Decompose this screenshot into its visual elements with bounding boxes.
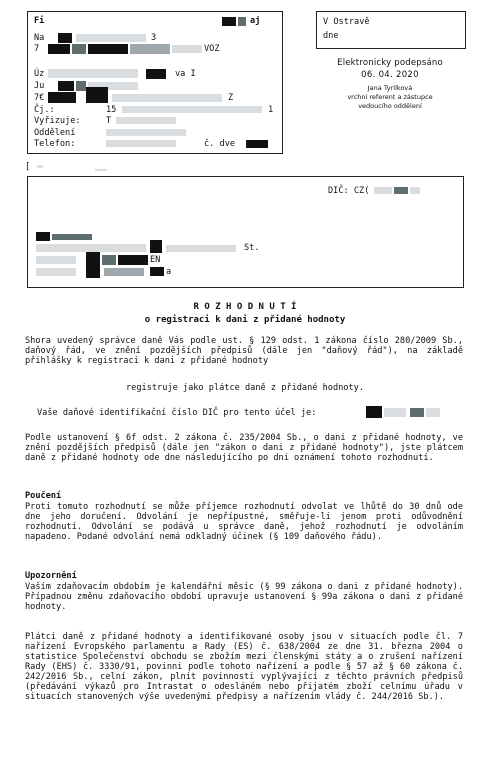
office-line-2: Na (34, 33, 45, 43)
redaction-block (410, 187, 420, 194)
redaction-block (106, 129, 186, 136)
redaction-block (118, 255, 148, 265)
recipient-line-a: a (166, 267, 172, 277)
office-line-4-tail: va I (175, 69, 196, 79)
office-line-2-tail: 3 (151, 33, 157, 43)
place-date-label: dne (323, 31, 339, 41)
redaction-block (410, 408, 424, 417)
decision-title: R O Z H O D N U T Í (193, 302, 297, 312)
redaction-block (76, 34, 146, 42)
redaction-block (88, 44, 128, 54)
redaction-block (366, 406, 382, 418)
paragraph-1-center: registruje jako plátce daně z přidané hodnoty. (126, 383, 364, 393)
redaction-block (52, 234, 92, 240)
redaction-block (95, 169, 107, 171)
recipient-dic-label: DIČ: CZ( (328, 186, 370, 196)
redaction-block (86, 252, 100, 278)
cj-tail: 1 (268, 105, 274, 115)
small-mark: [ (25, 162, 31, 172)
office-line-1: Fi (34, 16, 45, 26)
redaction-block (222, 17, 236, 26)
redaction-block (76, 81, 86, 91)
paragraph-1: Shora uvedený správce daně Vás podle ust. § 129 odst. 1 zákona číslo 280/2009 Sb., daňový řád, ve znění pozdějších předpisů (dále jen "daňový řád"), na základě přihlášky k registraci k dani z přidané hodnoty (25, 336, 463, 366)
redaction-block (150, 240, 162, 253)
redaction-block (166, 245, 236, 252)
office-line-3-tail: VOZ (204, 44, 220, 54)
redaction-block (116, 117, 176, 124)
dic-line: Vaše daňové identifikační číslo DIČ pro tento účel je: (37, 408, 317, 418)
office-line-6-tail: Z (228, 93, 234, 103)
redaction-block (102, 255, 116, 265)
redaction-block (86, 87, 108, 103)
redaction-block (36, 244, 146, 252)
paragraph-2: Podle ustanovení § 6f odst. 2 zákona č. 235/2004 Sb., o dani z přidané hodnoty, ve znění pozdějších předpisů (dále jen "zákon o dani z přidané hodnoty"), jste plátcem daně z přidané hodnoty ode dne následujícího po dni oznámení tohoto rozhodnutí. (25, 433, 463, 463)
redaction-block (36, 256, 76, 264)
cj-value: 15 (106, 105, 117, 115)
vyrizuje-value: T (106, 116, 112, 126)
upozorneni-heading: Upozornění (25, 571, 77, 581)
cj-label: Čj.: (34, 105, 55, 115)
paragraph-last: Plátci daně z přidané hodnoty a identifikované osoby jsou v situacích podle čl. 7 nařízení Evropského parlamentu a Rady (ES) č. 638/2004 ze dne 31. března 2004 o statistice Společenství obchodu se zbožím mezi členskými státy a o zrušení nařízení Rady (EHS) č. 3330/91, povinni podle tohoto nařízení a podle § 57 až § 60 zákona č. 242/2016 Sb., celní zákon, plnit povinnosti vyplývající z těchto právních předpisů (předávání výkazů pro Intrastat o odesláném nebo přijatém zboží celnímu úřadu v situacích stanovených výše uvedenými předpisy a nařízením vlády č. 244/2016 Sb.). (25, 632, 463, 702)
pouceni-heading: Poučení (25, 491, 62, 501)
vyrizuje-label: Vyřizuje: (34, 116, 81, 126)
office-line-1-tail: aj (250, 16, 261, 26)
redaction-block (246, 140, 268, 148)
redaction-block (150, 267, 164, 276)
office-line-4: Úz (34, 69, 45, 79)
signature-name: Jana Tyrlíková (367, 84, 413, 92)
redaction-block (384, 408, 406, 417)
redaction-block (48, 92, 76, 103)
redaction-block (36, 232, 50, 241)
office-line-5: Ju (34, 81, 45, 91)
signature-date: 06. 04. 2020 (361, 70, 419, 80)
signature-role-1: vrchní referent a zástupce (347, 93, 433, 101)
dne-label: č. dve (204, 139, 236, 149)
office-line-6: 7€ (34, 93, 45, 103)
telefon-label: Telefon: (34, 139, 76, 149)
redaction-block (58, 33, 72, 43)
recipient-line-st: St. (244, 243, 260, 253)
redaction-block (172, 45, 202, 53)
pouceni-text: Proti tomuto rozhodnutí se může příjemce rozhodnutí odvolat ve lhůtě do 30 dnů ode dne jeho doručení. Odvolání je nepřípustné, směřuje-li jenom proti odůvodnění rozhodnutí. Odvolání se podává u správce daně, jehož rozhodnutí je odvoláním napadeno. Podané odvolání nemá odkladný účinek (§ 109 daňového řádu). (25, 502, 463, 542)
redaction-block (112, 94, 222, 102)
redaction-block (238, 17, 246, 26)
place-city: V Ostravě (323, 17, 370, 27)
redaction-block (130, 44, 170, 54)
redaction-block (36, 268, 76, 276)
redaction-block (104, 268, 144, 276)
redaction-block (426, 408, 440, 417)
decision-subtitle: o registraci k dani z přidané hodnoty (144, 315, 346, 325)
redaction-block (72, 44, 86, 54)
redaction-block (374, 187, 392, 194)
signature-line-1: Elektronicky podepsáno (337, 58, 443, 68)
redaction-block (37, 165, 43, 168)
recipient-line-en: EN (150, 255, 161, 265)
redaction-block (146, 69, 166, 79)
redaction-block (394, 187, 408, 194)
redaction-block (122, 106, 262, 113)
redaction-block (48, 44, 70, 54)
office-line-3: 7 (34, 44, 40, 54)
redaction-block (58, 81, 74, 91)
upozorneni-text: Vaším zdaňovacím obdobím je kalendářní měsíc (§ 99 zákona o dani z přidané hodnoty). Případnou změnu zdaňovacího období upravuje ustanovení § 99a zákona o dani z přidané hodnoty. (25, 582, 463, 612)
signature-role-2: vedoucího oddělení (358, 102, 422, 110)
redaction-block (48, 69, 138, 78)
redaction-block (106, 140, 176, 147)
oddeleni-label: Oddělení (34, 128, 76, 138)
